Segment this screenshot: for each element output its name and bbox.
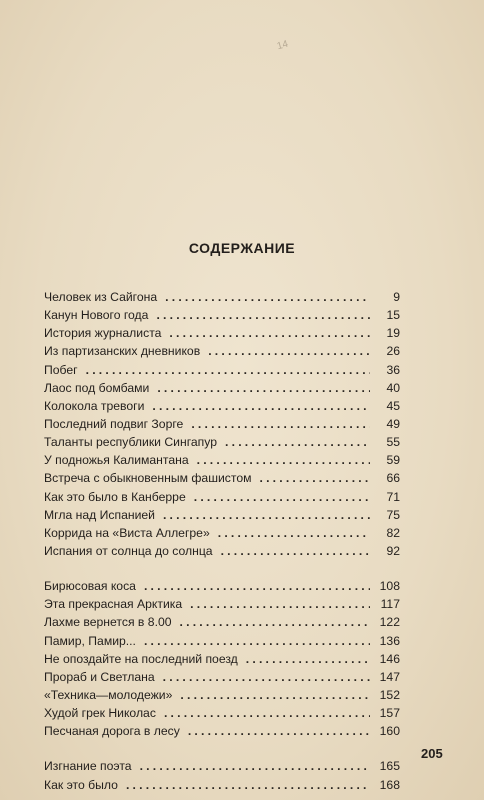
dot-leader — [180, 688, 370, 702]
toc-entry — [44, 579, 400, 597]
toc-entry-title: Побег — [44, 362, 78, 377]
toc-entry-title: Худой грек Николас — [44, 706, 156, 721]
toc-entry-page: 136 — [379, 633, 400, 648]
toc-entry-page: 59 — [386, 453, 400, 468]
toc-entry-title: Песчаная дорога в лесу — [44, 724, 180, 739]
toc-entry-title: Памир, Памир... — [44, 633, 136, 648]
toc-entry-page: 55 — [386, 435, 400, 450]
toc-entry — [44, 399, 400, 417]
toc-heading: СОДЕРЖАНИЕ — [188, 240, 296, 256]
toc-entry-page: 9 — [393, 290, 400, 304]
dot-leader — [260, 471, 371, 485]
toc-entry — [44, 308, 400, 326]
toc-entry-page: 82 — [386, 525, 400, 540]
toc-entry — [44, 508, 400, 526]
toc-group — [44, 579, 400, 742]
toc-entry-page: 157 — [379, 706, 400, 721]
dot-leader — [126, 778, 370, 792]
dot-leader — [246, 652, 370, 666]
dot-leader — [164, 706, 370, 720]
toc-entry-title: Из партизанских дневников — [44, 344, 201, 359]
toc-entry-page: 146 — [379, 651, 400, 666]
toc-entry-title: Встреча с обыкновенным фашистом — [44, 471, 252, 486]
dot-leader — [163, 508, 370, 522]
toc-entry-title: Коррида на «Виста Аллегре» — [44, 525, 210, 540]
toc-entry-page: 71 — [386, 489, 400, 504]
dot-leader — [180, 615, 370, 629]
toc-entry — [44, 778, 400, 796]
toc-entry-page: 26 — [386, 344, 400, 359]
toc-entry-title: Последний подвиг Зорге — [44, 416, 184, 431]
toc-entry — [44, 290, 400, 308]
page-number: 205 — [421, 746, 443, 761]
toc-entry-title: Как это было — [44, 777, 118, 792]
toc-entry-title: Эта прекрасная Арктика — [44, 597, 183, 612]
toc-entry — [44, 724, 400, 742]
toc-entry — [44, 652, 400, 670]
dot-leader — [194, 490, 370, 504]
toc-entry-title: Прораб и Светлана — [44, 669, 155, 684]
toc-entry-title: Бирюсовая коса — [44, 579, 136, 594]
dot-leader — [190, 597, 370, 611]
toc-entry-title: История журналиста — [44, 326, 162, 341]
toc-entry-title: Не опоздайте на последний поезд — [44, 651, 238, 666]
toc-group — [44, 759, 400, 795]
toc-entry — [44, 435, 400, 453]
dot-leader — [225, 435, 370, 449]
dot-leader — [140, 759, 370, 773]
dot-leader — [144, 579, 370, 593]
toc-entry — [44, 526, 400, 544]
toc-entry — [44, 634, 400, 652]
toc-entry — [44, 381, 400, 399]
toc-entry-page: 147 — [379, 669, 400, 684]
toc-entry — [44, 344, 400, 362]
toc-entry-title: Испания от солнца до солнца — [44, 543, 213, 558]
toc-entry-page: 122 — [379, 615, 400, 630]
toc-entry-title: Мгла над Испанией — [44, 507, 155, 522]
toc-entry — [44, 417, 400, 435]
toc-entry-page: 165 — [379, 759, 400, 774]
toc-entry-title: У подножья Калимантана — [44, 453, 189, 468]
toc-group — [44, 290, 400, 562]
toc-entry-page: 117 — [380, 597, 400, 612]
toc-entry-page: 168 — [379, 777, 400, 792]
toc-entry — [44, 615, 400, 633]
toc-entry-page: 36 — [386, 362, 400, 377]
toc-entry — [44, 363, 400, 381]
toc-entry-title: Лахме вернется в 8.00 — [44, 615, 172, 630]
dot-leader — [163, 670, 370, 684]
dot-leader — [86, 363, 370, 377]
toc-entry — [44, 688, 400, 706]
toc-entry-title: Как это было в Канберре — [44, 489, 186, 504]
toc-entry-page: 75 — [386, 507, 400, 522]
toc-entry-title: Колокола тревоги — [44, 398, 145, 413]
dot-leader — [165, 290, 370, 304]
toc-entry-title: «Техника—молодежи» — [44, 687, 173, 702]
toc-entry-page: 40 — [386, 380, 400, 395]
toc-entry — [44, 706, 400, 724]
dot-leader — [156, 308, 370, 322]
toc-entry-title: Таланты республики Сингапур — [44, 435, 218, 450]
toc-entry-page: 19 — [386, 326, 400, 341]
toc-entry-page: 92 — [386, 543, 400, 558]
toc-entry-title: Канун Нового года — [44, 308, 149, 323]
toc-entry-page: 45 — [386, 398, 400, 413]
toc-entry-page: 15 — [386, 308, 400, 323]
toc-entry-page: 152 — [379, 687, 400, 702]
toc-entry-page: 108 — [379, 579, 400, 594]
toc-entry — [44, 453, 400, 471]
toc-entry — [44, 759, 400, 777]
table-of-contents — [44, 290, 400, 796]
dot-leader — [157, 381, 370, 395]
toc-entry — [44, 471, 400, 489]
toc-entry — [44, 544, 400, 562]
toc-entry — [44, 597, 400, 615]
toc-entry-title: Изгнание поэта — [44, 759, 132, 774]
dot-leader — [191, 417, 370, 431]
toc-entry — [44, 490, 400, 508]
toc-entry — [44, 670, 400, 688]
dot-leader — [221, 544, 370, 558]
dot-leader — [152, 399, 370, 413]
dot-leader — [169, 326, 370, 340]
dot-leader — [144, 634, 370, 648]
dot-leader — [208, 344, 370, 358]
toc-entry — [44, 326, 400, 344]
toc-entry-title: Человек из Сайгона — [44, 290, 158, 304]
toc-entry-page: 66 — [386, 471, 400, 486]
dot-leader — [188, 724, 370, 738]
toc-entry-page: 160 — [379, 724, 400, 739]
dot-leader — [197, 453, 370, 467]
toc-entry-title: Лаос под бомбами — [44, 380, 150, 395]
dot-leader — [218, 526, 370, 540]
pencil-mark: 14 — [275, 38, 290, 53]
toc-entry-page: 49 — [386, 416, 400, 431]
